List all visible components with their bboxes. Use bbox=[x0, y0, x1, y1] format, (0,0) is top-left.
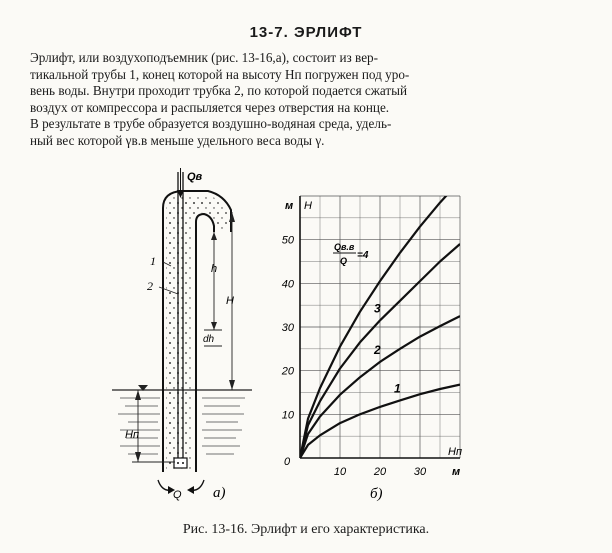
label-tube-1: 1 bbox=[150, 254, 156, 268]
series-label-2: 2 bbox=[374, 342, 381, 357]
figure-a-schematic bbox=[112, 168, 252, 501]
label-tube-2: 2 bbox=[147, 279, 153, 293]
label-Hp: Hп bbox=[125, 429, 139, 441]
label-Q: Q bbox=[173, 489, 182, 501]
annotation-rest: =4 bbox=[357, 250, 369, 261]
label-dh: dh bbox=[203, 334, 215, 345]
ratio-annotation bbox=[333, 242, 369, 266]
x-tick-label: 30 bbox=[413, 466, 427, 478]
y-tick-label: 30 bbox=[281, 322, 294, 334]
tube-1-inner-fill bbox=[169, 200, 204, 472]
y-tick-label: 10 bbox=[281, 409, 294, 422]
label-H: H bbox=[226, 295, 234, 307]
figure-a-label: а) bbox=[213, 485, 226, 501]
y-tick-label: 40 bbox=[281, 278, 294, 291]
paragraph-line: тикальной трубы 1, конец которой на высоту Hп погружен под уро- bbox=[30, 66, 410, 82]
paragraph-line: В результате в трубе образуется воздушно-водяная среда, удель- bbox=[30, 116, 392, 132]
label-h: h bbox=[211, 263, 218, 275]
x-axis-label: Hп bbox=[448, 446, 462, 458]
x-tick-label: 20 bbox=[373, 466, 387, 478]
paragraph-line: ный вес которой γв.в меньше удельного веса воды γ. bbox=[30, 132, 325, 148]
y-axis-label: H bbox=[304, 200, 312, 212]
origin-label: 0 bbox=[284, 456, 291, 468]
label-qv: Qв bbox=[187, 171, 203, 183]
annotation-denominator: Q bbox=[340, 256, 348, 266]
paragraph-line: воздух от компрессора и распыляется через отверстия на конце. bbox=[30, 99, 390, 115]
y-tick-label: 50 bbox=[281, 234, 294, 247]
section-title: 13-7. ЭРЛИФТ bbox=[249, 24, 363, 41]
x-unit-label: м bbox=[452, 466, 461, 478]
annotation-numerator: Qв.в bbox=[334, 242, 355, 252]
paragraph-line: вень воды. Внутри проходит трубка 2, по которой подается сжатый bbox=[30, 83, 408, 99]
y-unit-label: м bbox=[285, 200, 294, 212]
nozzle bbox=[174, 458, 187, 468]
y-tick-label: 20 bbox=[281, 365, 294, 378]
series-label-1: 1 bbox=[394, 381, 401, 396]
figure-caption: Рис. 13-16. Эрлифт и его характеристика. bbox=[182, 522, 430, 537]
series-label-3: 3 bbox=[374, 301, 381, 316]
paragraph-line: Эрлифт, или воздухоподъемник (рис. 13-16,а), состоит из вер- bbox=[30, 50, 379, 65]
x-tick-label: 10 bbox=[333, 466, 347, 478]
figure-b-label: б) bbox=[370, 486, 383, 502]
figure-b-chart bbox=[281, 181, 462, 502]
